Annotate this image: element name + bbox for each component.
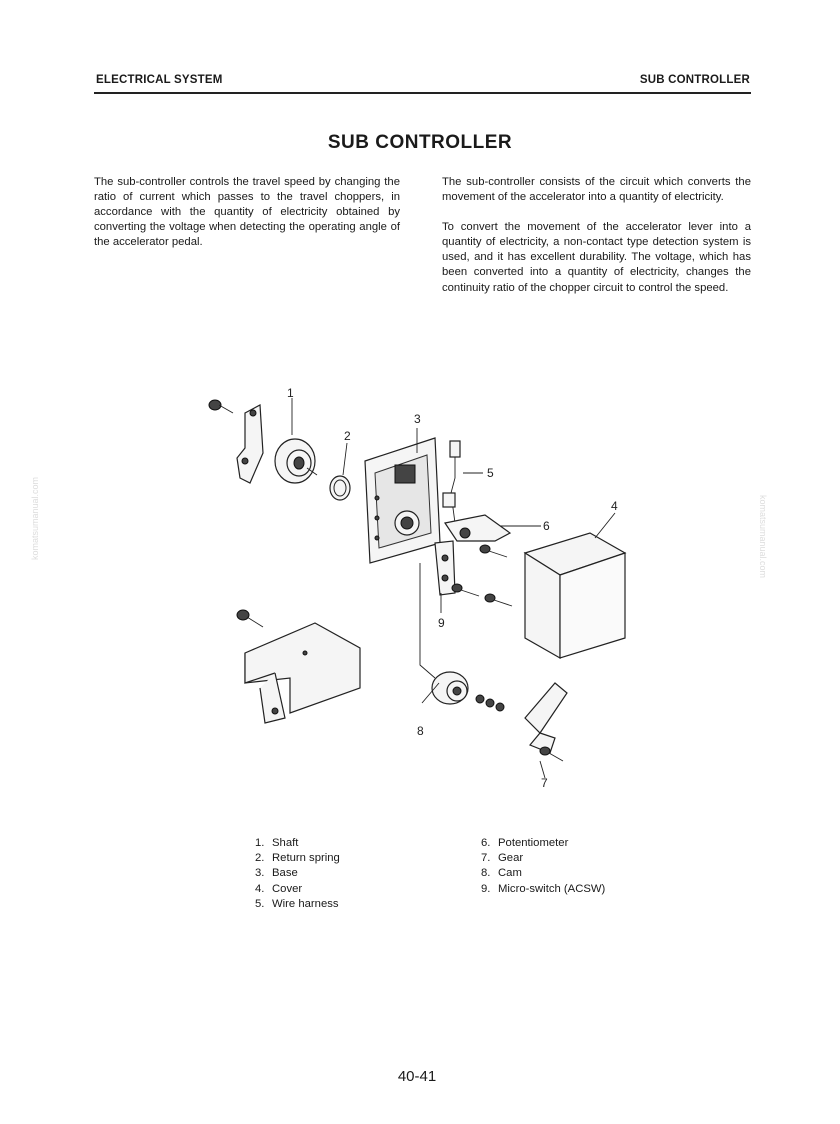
cam-part — [432, 672, 468, 704]
legend-item: 7. Gear — [481, 852, 524, 865]
legend-item: 8. Cam — [481, 867, 522, 880]
cover-part — [525, 533, 625, 658]
lower-bracket-part — [237, 610, 360, 723]
callout-7: 7 — [541, 776, 548, 790]
page-number: 40-41 — [397, 1068, 437, 1085]
washer-icon — [476, 695, 504, 711]
section-header: ELECTRICAL SYSTEM — [96, 74, 223, 86]
bolt-icon — [209, 400, 233, 413]
callout-6: 6 — [543, 519, 550, 533]
watermark-right: komatsumanual.com — [758, 495, 768, 579]
legend-right — [481, 836, 605, 897]
callout-9: 9 — [438, 616, 445, 630]
return-spring-part — [330, 476, 350, 500]
header-rule — [94, 92, 751, 94]
paragraph: To convert the movement of the accelerator lever into a quantity of electricity, a non-contact type detection system is used, and it has excellent durability. The voltage, which has been converted into a quantity of electricity, changes the continuity ratio of the chopper circuit to control the speed. — [442, 221, 751, 294]
callout-3: 3 — [414, 412, 421, 426]
page-title: SUB CONTROLLER — [327, 132, 513, 153]
wire-harness-part — [443, 441, 460, 523]
screw-icon — [452, 545, 512, 606]
exploded-view-diagram — [195, 383, 618, 793]
gear-part — [525, 683, 567, 761]
legend-item: 3. Base — [255, 867, 298, 880]
shaft-part — [275, 439, 317, 483]
legend-item: 4. Cover — [255, 882, 303, 895]
paragraph: The sub-controller controls the travel speed by changing the ratio of current which passes to the travel choppers, in accordance with the quantity of electricity obtained by converting the voltage when detecting the operating angle of the accelerator pedal. — [94, 176, 400, 249]
left-text-column — [94, 175, 400, 265]
right-text-column — [442, 175, 751, 311]
callout-1: 1 — [287, 386, 294, 400]
callout-2: 2 — [344, 429, 351, 443]
legend-item: 1. Shaft — [255, 837, 299, 849]
paragraph: The sub-controller consists of the circuit which converts the movement of the accelerator into a quantity of electricity. — [442, 176, 751, 204]
callout-5: 5 — [487, 466, 494, 480]
callout-4: 4 — [611, 499, 618, 513]
base-part — [365, 438, 440, 563]
legend-item: 6. Potentiometer — [481, 837, 569, 849]
watermark-left: komatsumanual.com — [30, 476, 40, 560]
shaft-bracket — [237, 405, 263, 483]
legend-item: 9. Micro-switch (ACSW) — [481, 882, 606, 895]
legend-left — [255, 836, 340, 912]
topic-header: SUB CONTROLLER — [639, 74, 750, 86]
legend-item: 2. Return spring — [255, 852, 340, 865]
legend-item: 5. Wire harness — [255, 897, 339, 910]
callout-8: 8 — [417, 724, 424, 738]
